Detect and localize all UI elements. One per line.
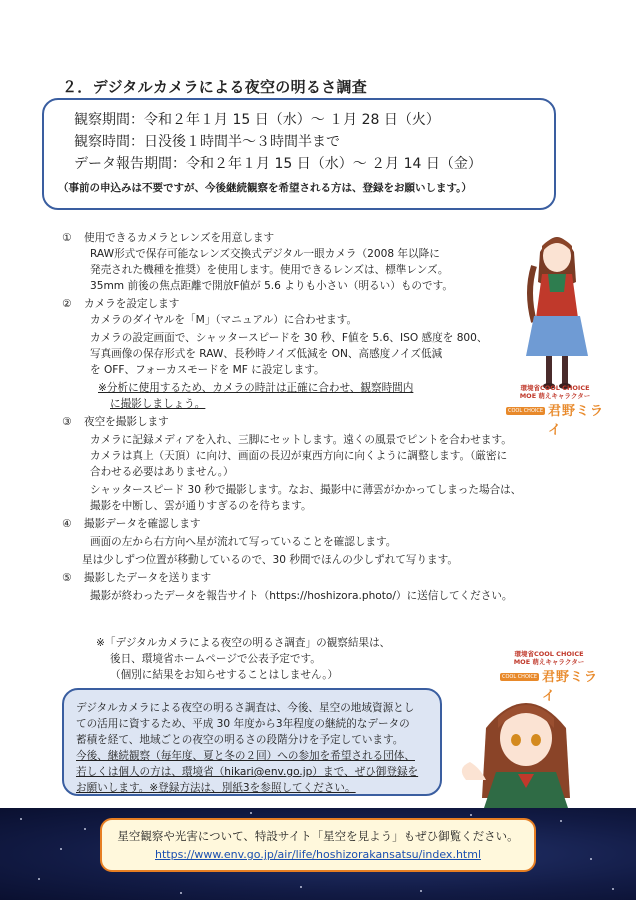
registration-note: （事前の申込みは不要ですが、今後継続観察を希望される方は、登録をお願いします。） — [58, 182, 472, 194]
step-2-line: カメラの設定画面で、シャッタースピードを 30 秒、F値を 5.6、ISO 感度を 800、 — [90, 332, 488, 344]
step-2-line: カメラのダイヤルを「M」（マニュアル）に合わせます。 — [90, 314, 358, 326]
info-line: 若しくは個人の方は、環境省（hikari@env.go.jp）まで、ぜひ御登録を — [76, 766, 419, 778]
section-heading: ２．デジタルカメラによる夜空の明るさ調査 — [62, 78, 368, 96]
badge-sub: MOE 萌えキャラクター — [519, 392, 591, 400]
report-period: データ報告期間：令和２年１月 15 日（水）～ ２月 14 日（金） — [74, 156, 482, 172]
step-3-line: 撮影を中断し、雲が通りすぎるのを待ちます。 — [90, 500, 312, 512]
info-line: 今後、継続観察（毎年度、夏と冬の２回）への参加を希望される団体、 — [76, 750, 415, 762]
observation-period: 観察期間：令和２年１月 15 日（水）～ １月 28 日（火） — [74, 112, 440, 128]
clock-note: に撮影しましょう。 — [110, 398, 206, 410]
character-name: 君野ミライ — [547, 404, 605, 438]
remark-line: ※「デジタルカメラによる夜空の明るさ調査」の観察結果は、 — [96, 637, 391, 649]
step-3-title: ③ 夜空を撮影します — [62, 416, 169, 428]
observation-time: 観察時間：日没後１時間半～３時間半まで — [74, 134, 340, 150]
step-3-line: 合わせる必要はありません。） — [90, 466, 234, 478]
character-portrait — [446, 688, 576, 808]
step-4-line: 星は少しずつ位置が移動しているので、30 秒間でほんの少しずれて写ります。 — [82, 554, 458, 566]
character-badge — [500, 384, 610, 438]
badge-sub: 環境省COOL CHOICE — [520, 384, 590, 392]
observation-period-box — [42, 98, 556, 210]
badge-sub: MOE 萌えキャラクター — [513, 658, 585, 666]
info-line: 蓄積を経て、地域ごとの夜空の明るさの段階分けを予定しています。 — [76, 734, 404, 746]
character-name: 君野ミライ — [541, 670, 599, 704]
info-line: デジタルカメラによる夜空の明るさ調査は、今後、星空の地域資源とし — [76, 702, 415, 714]
results-remark — [96, 635, 390, 683]
cool-choice-tag: COOL CHOICE — [501, 673, 538, 680]
remark-line: 後日、環境省ホームページで公表予定です。 — [110, 653, 321, 665]
step-5-line: 撮影が終わったデータを報告サイト（https://hoshizora.photo/）に送信してください。 — [90, 590, 513, 602]
step-3-line: シャッタースピード 30 秒で撮影します。なお、撮影中に薄雲がかかってしまった場合は、 — [90, 484, 522, 496]
step-4-line: 画面の左から右方向へ星が流れて写っていることを確認します。 — [90, 536, 397, 548]
cool-choice-tag: COOL CHOICE — [507, 407, 544, 414]
info-line: ての活用に資するため、平成 30 年度から3年程度の継続的なデータの — [76, 718, 410, 730]
step-1-line: RAW形式で保存可能なレンズ交換式デジタル一眼カメラ（2008 年以降に — [90, 248, 440, 260]
step-5-title: ⑤ 撮影したデータを送ります — [62, 572, 212, 584]
special-site-link[interactable]: https://www.env.go.jp/air/life/hoshizorakansatsu/index.html — [155, 848, 481, 861]
continuous-observation-box — [62, 688, 442, 796]
step-4-title: ④ 撮影データを確認します — [62, 518, 201, 530]
info-line: お願いします。※登録方法は、別紙3を参照してください。 — [76, 782, 356, 794]
step-2-title: ② カメラを設定します — [62, 298, 180, 310]
step-2-line: 写真画像の保存形式を RAW、長秒時ノイズ低減を ON、高感度ノイズ低減 — [90, 348, 443, 360]
step-3-line: カメラに記録メディアを入れ、三脚にセットします。遠くの風景でピントを合わせます。 — [90, 434, 512, 446]
character-illustration — [512, 222, 602, 392]
remark-line: （個別に結果をお知らせすることはしません。） — [110, 669, 339, 681]
step-1-line: 35mm 前後の焦点距離で開放F値が 5.6 よりも小さい（明るい）ものです。 — [90, 280, 453, 292]
step-1-line: 発売された機種を推奨）を使用します。使用できるレンズは、標準レンズ。 — [90, 264, 449, 276]
step-2-line: を OFF、フォーカスモードを MF に設定します。 — [90, 364, 325, 376]
clock-note: ※分析に使用するため、カメラの時計は正確に合わせ、観察時間内 — [98, 382, 414, 394]
badge-sub: 環境省COOL CHOICE — [514, 650, 584, 658]
step-1-title: ① 使用できるカメラとレンズを用意します — [62, 232, 275, 244]
special-site-text: 星空観察や光害について、特設サイト「星空を見よう」もぜひ御覧ください。 — [117, 829, 519, 843]
step-3-line: カメラは真上（天頂）に向け、画面の長辺が東西方向に向くように調整します。（厳密に — [90, 450, 508, 462]
special-site-box — [100, 818, 536, 872]
